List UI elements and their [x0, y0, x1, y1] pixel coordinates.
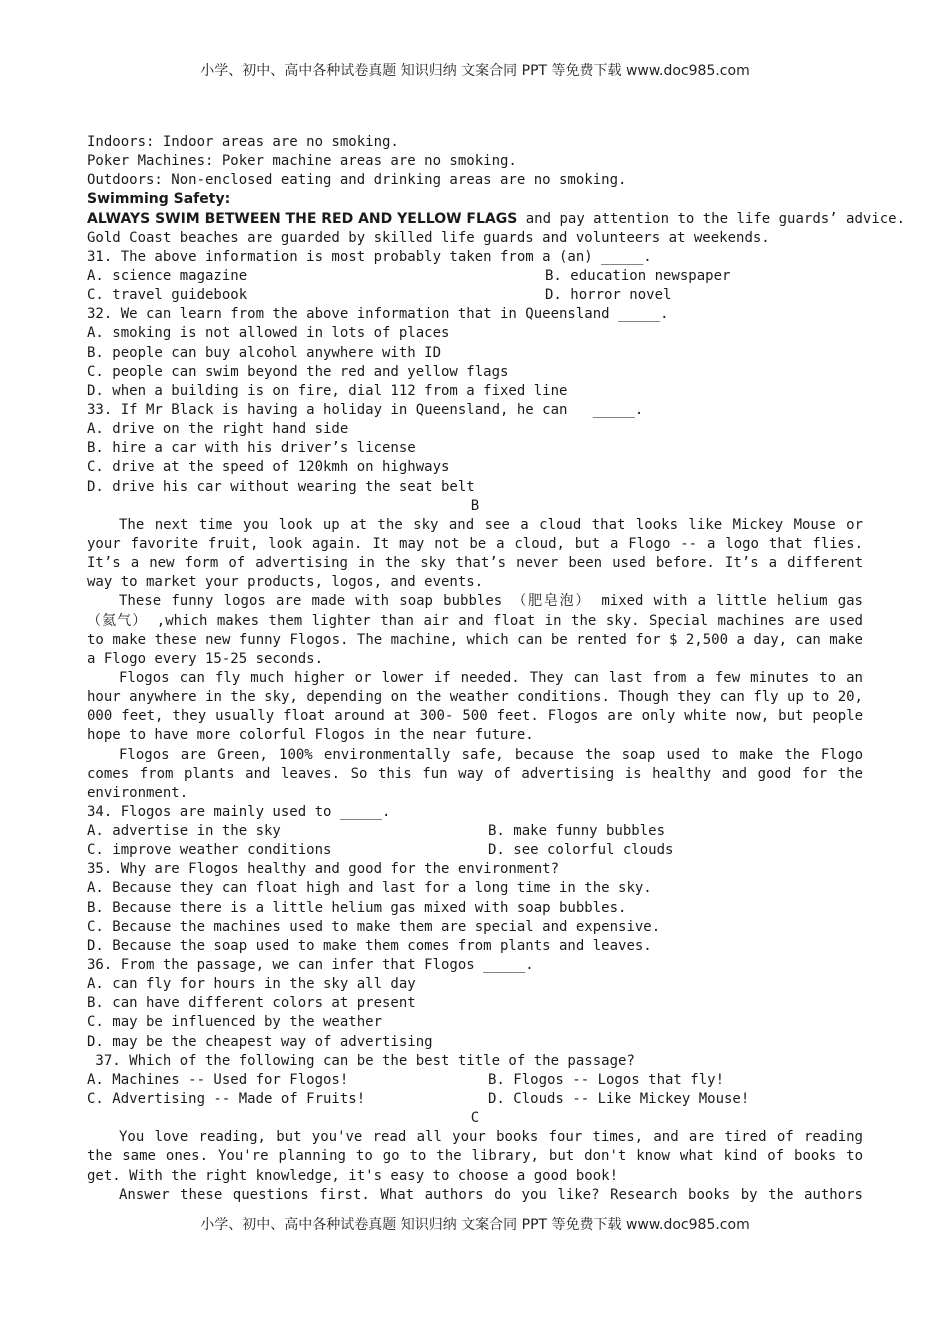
passage-b-p2-line: a Flogo every 15-25 seconds. [87, 650, 324, 667]
q35-option-d: D. Because the soap used to make them comes from plants and leaves. [87, 937, 652, 954]
passage-c-p1-line: the same ones. You're planning to go to the library, but don't know what kind of books to [87, 1148, 863, 1165]
q31-stem: 31. The above information is most probably taken from a (an) _____. [87, 248, 652, 265]
q32-option-a: A. smoking is not allowed in lots of places [87, 325, 450, 342]
q33-option-b: B. hire a car with his driver’s license [87, 440, 416, 457]
q37-option-d: D. Clouds -- Like Mickey Mouse! [488, 1091, 750, 1108]
q32-option-d: D. when a building is on fire, dial 112 from a fixed line [87, 382, 568, 399]
passage-b-p3-line: hour anywhere in the sky, depending on the weather conditions. Though they can fly up to 20, [87, 689, 863, 706]
q34-options-ab [87, 822, 863, 841]
q31-option-c: C. travel guidebook [87, 287, 248, 304]
swim-line-1 [87, 210, 906, 229]
q37-options-ab [87, 1071, 863, 1090]
passage-b-p1-line: The next time you look up at the sky and see a cloud that looks like Mickey Mouse or [119, 516, 863, 533]
page-header: 小学、初中、高中各种试卷真题 知识归纳 文案合同 PPT 等免费下载 www.doc985.com [200, 63, 750, 79]
q31-options-ab [87, 267, 863, 286]
q32-option-c: C. people can swim beyond the red and yellow flags [87, 363, 509, 380]
q31-option-d: D. horror novel [545, 287, 672, 304]
q33-option-a: A. drive on the right hand side [87, 421, 349, 438]
section-c-heading: C [470, 1110, 480, 1127]
q37-options-cd [87, 1090, 863, 1109]
q34-option-b: B. make funny bubbles [488, 823, 666, 840]
q37-option-b: B. Flogos -- Logos that fly! [488, 1071, 725, 1088]
swim-heading: Swimming Safety: [87, 191, 231, 208]
q32-stem: 32. We can learn from the above information that in Queensland _____. [87, 306, 669, 323]
page-footer: 小学、初中、高中各种试卷真题 知识归纳 文案合同 PPT 等免费下载 www.doc985.com [200, 1217, 750, 1233]
passage-b-p2-line: These funny logos are made with soap bubbles （肥皂泡） mixed with a little helium gas [119, 593, 863, 610]
passage-b-p3-line: 000 feet, they usually float around at 300- 500 feet. Flogos are only white now, but people [87, 708, 863, 725]
rule-outdoors: Outdoors: Non-enclosed eating and drinking areas are no smoking. [87, 172, 627, 189]
swim-flag-warning: ALWAYS SWIM BETWEEN THE RED AND YELLOW FLAGS [87, 210, 518, 227]
q33-stem: 33. If Mr Black is having a holiday in Queensland, he can _____. [87, 401, 644, 418]
q36-option-b: B. can have different colors at present [87, 995, 416, 1012]
q34-option-c: C. improve weather conditions [87, 842, 332, 859]
q37-option-a: A. Machines -- Used for Flogos! [87, 1071, 349, 1088]
q34-option-a: A. advertise in the sky [87, 823, 281, 840]
passage-b-p4-line: Flogos are Green, 100% environmentally safe, because the soap used to make the Flogo [119, 746, 863, 763]
q34-stem: 34. Flogos are mainly used to _____. [87, 803, 391, 820]
passage-c-p1-line: You love reading, but you've read all your books four times, and are tired of reading [119, 1129, 863, 1146]
passage-b-p4-line: comes from plants and leaves. So this fun way of advertising is healthy and good for the [87, 765, 863, 782]
q32-option-b: B. people can buy alcohol anywhere with ID [87, 344, 442, 361]
swim-line-2: Gold Coast beaches are guarded by skilled life guards and volunteers at weekends. [87, 229, 770, 246]
q34-options-cd [87, 841, 863, 860]
document-body [87, 133, 906, 1205]
q35-stem: 35. Why are Flogos healthy and good for the environment? [87, 861, 560, 878]
passage-b-p3-line: Flogos can fly much higher or lower if needed. They can last from a few minutes to an [119, 669, 863, 686]
swim-line-1-rest: and pay attention to the life guards’ advice. [517, 210, 906, 227]
q31-option-b: B. education newspaper [545, 267, 731, 284]
q31-option-a: A. science magazine [87, 267, 248, 284]
q34-option-d: D. see colorful clouds [488, 842, 674, 859]
passage-b-p2-line: to make these new funny Flogos. The machine, which can be rented for $ 2,500 a day, can make [87, 631, 863, 648]
q36-stem: 36. From the passage, we can infer that Flogos _____. [87, 957, 534, 974]
passage-b-p1-line: your favorite fruit, look again. It may not be a cloud, but a Flogo -- a logo that flies. [87, 535, 863, 552]
q36-option-a: A. can fly for hours in the sky all day [87, 976, 416, 993]
q35-option-b: B. Because there is a little helium gas mixed with soap bubbles. [87, 899, 627, 916]
q35-option-c: C. Because the machines used to make them are special and expensive. [87, 918, 661, 935]
q35-option-a: A. Because they can float high and last for a long time in the sky. [87, 880, 652, 897]
q36-option-c: C. may be influenced by the weather [87, 1014, 383, 1031]
rule-poker: Poker Machines: Poker machine areas are no smoking. [87, 153, 517, 170]
q33-option-c: C. drive at the speed of 120kmh on highways [87, 459, 450, 476]
passage-c-p1-line: get. With the right knowledge, it's easy to choose a good book! [87, 1167, 619, 1184]
passage-c-p2-line: Answer these questions first. What authors do you like? Research books by the authors [119, 1186, 863, 1203]
q37-stem: 37. Which of the following can be the best title of the passage? [87, 1052, 635, 1069]
passage-b-p1-line: way to market your products, logos, and events. [87, 574, 484, 591]
q37-option-c: C. Advertising -- Made of Fruits! [87, 1091, 366, 1108]
q33-option-d: D. drive his car without wearing the seat belt [87, 478, 475, 495]
section-b-heading: B [470, 497, 480, 514]
passage-b-p1-line: It’s a new form of advertising in the sky that’s never been used before. It’s a different [87, 555, 863, 572]
q36-option-d: D. may be the cheapest way of advertising [87, 1033, 433, 1050]
passage-b-p4-line: environment. [87, 784, 189, 801]
q31-options-cd [87, 286, 863, 305]
rule-indoors: Indoors: Indoor areas are no smoking. [87, 134, 399, 150]
passage-b-p3-line: hope to have more colorful Flogos in the near future. [87, 727, 534, 744]
passage-b-p2-line: （氦气） ,which makes them lighter than air and float in the sky. Special machines are used [87, 612, 863, 629]
